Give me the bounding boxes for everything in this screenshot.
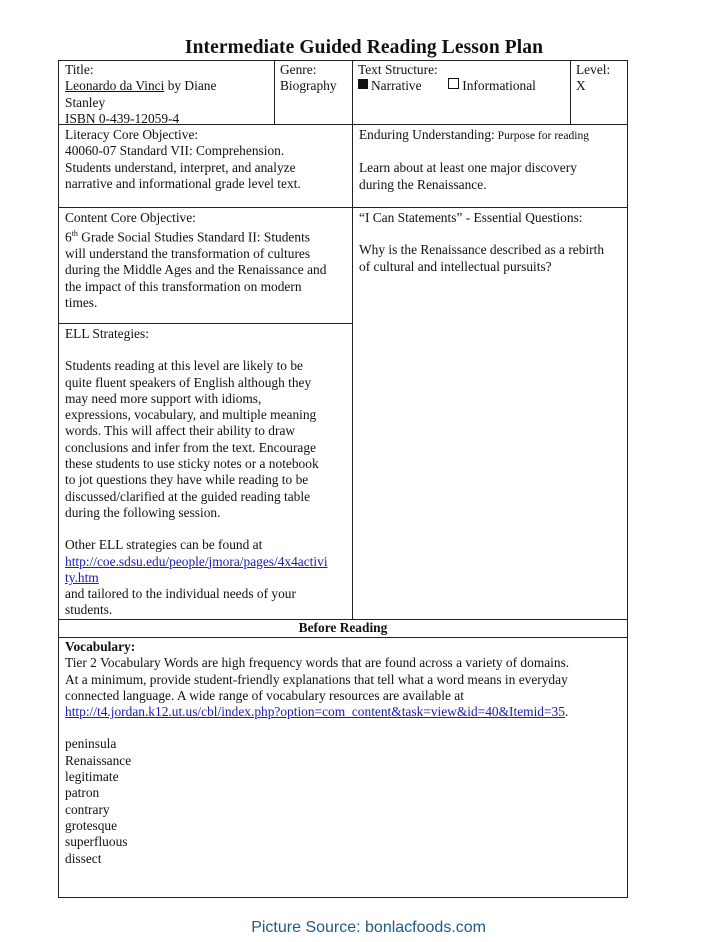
content-objective-cell xyxy=(65,210,350,311)
vocab-word: dissect xyxy=(65,850,102,866)
grade-suffix: th xyxy=(71,229,78,239)
before-reading-heading: Before Reading xyxy=(298,620,388,635)
lesson-plan-table xyxy=(58,60,628,898)
ell-line: words. This will affect their ability to draw xyxy=(65,423,296,439)
vocab-word: legitimate xyxy=(65,769,119,785)
content-line: times. xyxy=(65,294,98,310)
border-bottom xyxy=(58,897,628,898)
divider-center xyxy=(352,60,353,620)
document-title: Intermediate Guided Reading Lesson Plan xyxy=(184,37,544,58)
genre-label: Genre: xyxy=(280,62,317,77)
divider-row2 xyxy=(58,207,628,208)
ican-line: Why is the Renaissance described as a rebirth xyxy=(359,242,605,258)
border-top xyxy=(58,60,628,61)
level-cell xyxy=(576,62,626,95)
vocabulary-resource-link[interactable]: http://t4.jordan.k12.ut.us/cbl/index.php?option=com_content&task=view&id=40&Itemid=35 xyxy=(65,704,565,720)
ell-line: quite fluent speakers of English although they xyxy=(65,374,312,390)
unchecked-box-icon[interactable] xyxy=(448,78,459,89)
title-label: Title: xyxy=(65,62,94,77)
ell-line: to jot questions they have while reading to be xyxy=(65,472,309,488)
vocab-word: superfluous xyxy=(65,834,128,850)
vocabulary-heading: Vocabulary: xyxy=(65,639,136,654)
essential-questions-cell xyxy=(359,210,625,275)
vocab-word: Renaissance xyxy=(65,752,132,768)
divider-row5 xyxy=(58,637,628,638)
vocabulary-line: At a minimum, provide student-friendly explanations that tell what a word means in everyday xyxy=(65,671,568,687)
ell-link[interactable]: http://coe.sdsu.edu/people/jmora/pages/4x4activi xyxy=(65,553,328,569)
divider-title-genre xyxy=(274,60,275,124)
ican-label: “I Can Statements” - Essential Questions: xyxy=(359,210,583,225)
vocabulary-line: connected language. A wide range of vocabulary resources are available at xyxy=(65,687,464,703)
ell-line: may need more support with idioms, xyxy=(65,390,262,406)
ell-tail-line: and tailored to the individual needs of your xyxy=(65,586,296,602)
genre-cell xyxy=(280,62,350,95)
enduring-line: Learn about at least one major discovery xyxy=(359,160,577,176)
literacy-line: 40060-07 Standard VII: Comprehension. xyxy=(65,143,285,159)
ell-link-continued[interactable]: ty.htm xyxy=(65,569,99,585)
text-structure-cell xyxy=(358,62,568,95)
book-isbn: ISBN 0-439-12059-4 xyxy=(65,110,180,126)
vocab-word: peninsula xyxy=(65,736,117,752)
enduring-sub: Purpose for reading xyxy=(494,129,590,142)
content-label: Content Core Objective: xyxy=(65,210,196,225)
vocabulary-line: Tier 2 Vocabulary Words are high frequency words that are found across a variety of domains. xyxy=(65,655,570,671)
ell-strategies-cell xyxy=(65,326,351,619)
content-line: will understand the transformation of cultures xyxy=(65,246,311,262)
vocab-word: grotesque xyxy=(65,817,118,833)
level-value: X xyxy=(576,78,586,94)
book-author-by: by Diane xyxy=(164,78,217,94)
ell-tail-line: students. xyxy=(65,602,113,618)
ell-line: Students reading at this level are likely to be xyxy=(65,358,303,374)
divider-row3 xyxy=(58,323,353,324)
enduring-line: during the Renaissance. xyxy=(359,176,487,192)
content-line: the impact of this transformation on modern xyxy=(65,278,302,294)
ican-line: of cultural and intellectual pursuits? xyxy=(359,258,552,274)
divider-level xyxy=(570,60,571,124)
ell-line: discussed/clarified at the guided reading table xyxy=(65,488,311,504)
content-line: during the Middle Ages and the Renaissance and xyxy=(65,262,327,278)
content-line: Grade Social Studies Standard II: Students xyxy=(77,229,311,245)
ell-label: ELL Strategies: xyxy=(65,326,149,341)
literacy-line: Students understand, interpret, and analyze xyxy=(65,159,296,175)
vocab-word: contrary xyxy=(65,801,110,817)
picture-source-caption: Picture Source: bonlacfoods.com xyxy=(248,914,728,942)
vocabulary-cell xyxy=(65,639,621,867)
ell-line: expressions, vocabulary, and multiple meaning xyxy=(65,407,317,423)
literacy-line: narrative and informational grade level text. xyxy=(65,175,301,191)
checked-box-icon[interactable] xyxy=(358,79,368,89)
ell-line: these students to use sticky notes or a notebook xyxy=(65,456,319,472)
literacy-label: Literacy Core Objective: xyxy=(65,127,199,142)
book-author-surname: Stanley xyxy=(65,94,106,110)
book-title: Leonardo da Vinci xyxy=(65,78,165,94)
level-label: Level: xyxy=(576,62,611,77)
ell-line: conclusions and infer from the text. Encourage xyxy=(65,439,316,455)
option-informational: Informational xyxy=(462,78,536,94)
grade-number: 6 xyxy=(65,229,72,245)
title-cell xyxy=(65,62,270,127)
enduring-understanding-cell xyxy=(359,127,624,193)
genre-value: Biography xyxy=(280,78,337,94)
text-structure-label: Text Structure: xyxy=(358,62,438,77)
enduring-label: Enduring Understanding: xyxy=(359,127,495,142)
vocabulary-link-period: . xyxy=(564,704,569,720)
border-right xyxy=(627,60,628,898)
vocab-word: patron xyxy=(65,785,100,801)
border-left xyxy=(58,60,59,898)
option-narrative: Narrative xyxy=(371,78,422,94)
ell-line: during the following session. xyxy=(65,504,221,520)
ell-other-line: Other ELL strategies can be found at xyxy=(65,537,263,553)
literacy-objective-cell xyxy=(65,127,350,192)
